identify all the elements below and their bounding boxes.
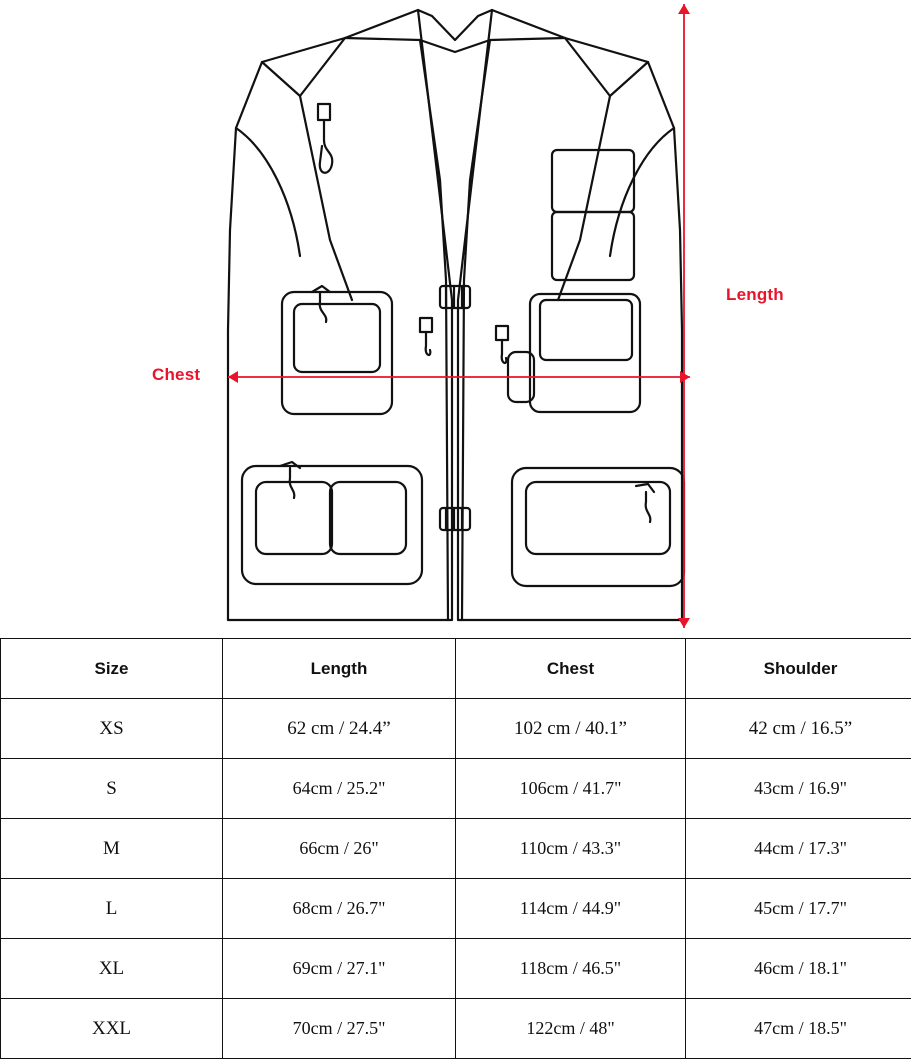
cell-chest: 102 cm / 40.1”	[456, 699, 686, 759]
cell-chest: 118cm / 46.5"	[456, 939, 686, 999]
vest-left-armhole	[236, 128, 300, 256]
column-header-size: Size	[1, 639, 223, 699]
right-mid-pocket-flap	[540, 300, 632, 360]
table-row	[1, 819, 911, 879]
left-big-pocket-zip-panel	[294, 304, 380, 372]
column-header-chest: Chest	[456, 639, 686, 699]
right-mid-pocket	[530, 294, 640, 412]
cell-shoulder: 44cm / 17.3"	[686, 819, 911, 879]
size-table	[0, 638, 911, 1059]
vest-collar	[418, 10, 492, 40]
cell-size: XXL	[1, 999, 223, 1059]
cell-shoulder: 42 cm / 16.5”	[686, 699, 911, 759]
table-header-row	[1, 639, 911, 699]
cell-shoulder: 46cm / 18.1"	[686, 939, 911, 999]
cell-size: M	[1, 819, 223, 879]
left-chest-zip-tab	[318, 104, 330, 120]
right-chest-pocket	[552, 212, 634, 280]
cell-shoulder: 45cm / 17.7"	[686, 879, 911, 939]
left-big-pocket	[282, 292, 392, 414]
length-measure-label: Length	[726, 285, 784, 305]
cell-size: XL	[1, 939, 223, 999]
vest-left-panel-seam	[300, 96, 352, 300]
cell-chest: 114cm / 44.9"	[456, 879, 686, 939]
lower-right-zip-pull	[646, 492, 651, 522]
cell-size: XS	[1, 699, 223, 759]
cell-shoulder: 43cm / 16.9"	[686, 759, 911, 819]
cell-length: 68cm / 26.7"	[223, 879, 456, 939]
column-header-length: Length	[223, 639, 456, 699]
cell-size: S	[1, 759, 223, 819]
chest-arrow-right	[680, 371, 690, 383]
vest-front-left-edge	[420, 40, 448, 620]
table-row	[1, 879, 911, 939]
cell-chest: 110cm / 43.3"	[456, 819, 686, 879]
vest-front-right-edge	[462, 40, 490, 620]
cell-length: 64cm / 25.2"	[223, 759, 456, 819]
table-row	[1, 999, 911, 1059]
table-row	[1, 939, 911, 999]
cell-chest: 106cm / 41.7"	[456, 759, 686, 819]
cell-size: L	[1, 879, 223, 939]
mid-right-zip-tab	[496, 326, 508, 340]
left-big-pocket-zip-pull	[320, 292, 327, 322]
chest-measure-label: Chest	[152, 365, 200, 385]
cell-shoulder: 47cm / 18.5"	[686, 999, 911, 1059]
lower-right-pocket	[512, 468, 684, 586]
mid-left-zip-pull	[426, 332, 431, 355]
mid-right-zip-pull	[502, 340, 507, 363]
vest-left-body	[228, 10, 452, 620]
column-header-shoulder: Shoulder	[686, 639, 911, 699]
vest-right-panel-seam	[558, 96, 610, 300]
cell-length: 69cm / 27.1"	[223, 939, 456, 999]
cell-length: 70cm / 27.5"	[223, 999, 456, 1059]
table-row	[1, 759, 911, 819]
vest-right-armhole	[610, 128, 674, 256]
vest-left-shoulder-seam	[262, 38, 345, 96]
lower-left-pocket-sub-b	[330, 482, 406, 554]
table-row	[1, 699, 911, 759]
vest-right-body	[458, 10, 682, 620]
mid-left-zip-tab	[420, 318, 432, 332]
vest-right-shoulder-seam	[565, 38, 648, 96]
length-arrow-top	[678, 4, 690, 14]
lower-right-pocket-inner	[526, 482, 670, 554]
chest-arrow-left	[228, 371, 238, 383]
lower-right-zip-tab	[636, 484, 654, 492]
cell-length: 62 cm / 24.4”	[223, 699, 456, 759]
length-arrow-bottom	[678, 618, 690, 628]
cell-length: 66cm / 26"	[223, 819, 456, 879]
left-chest-zip-pull	[320, 120, 332, 173]
cell-chest: 122cm / 48"	[456, 999, 686, 1059]
